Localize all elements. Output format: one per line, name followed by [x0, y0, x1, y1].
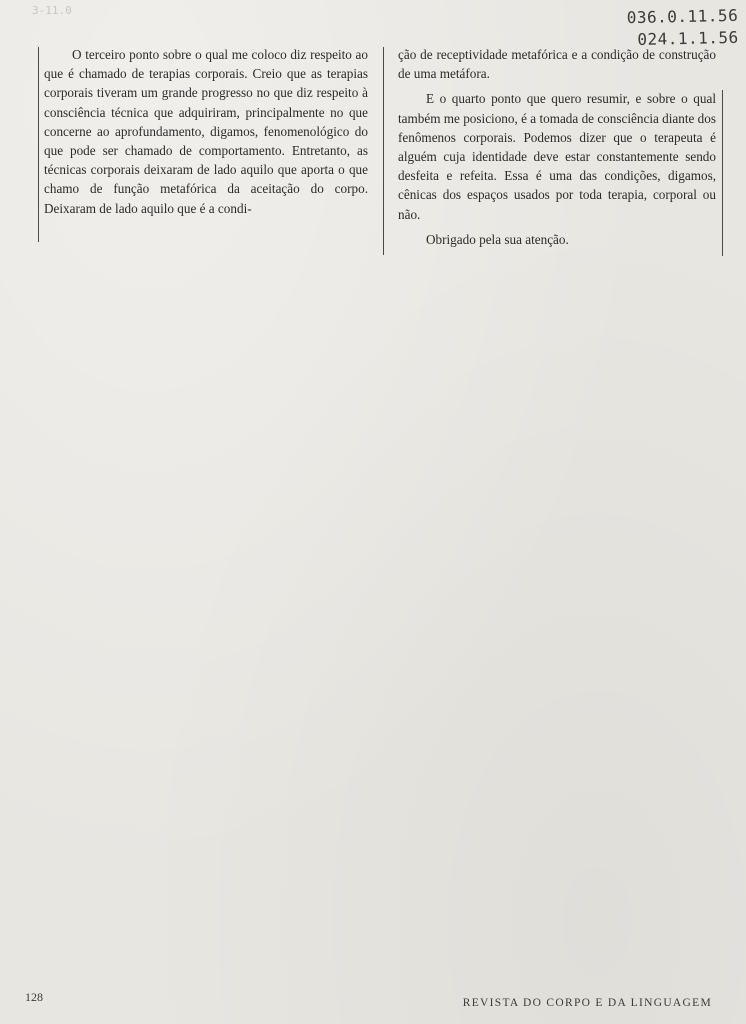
- right-text-column: [398, 45, 716, 249]
- handwritten-line-1: 036.0.11.56: [626, 5, 738, 28]
- closing-thanks: Obrigado pela sua atenção.: [426, 231, 569, 247]
- paragraph-continuation: ção de receptividade metafórica e a condição de construção de uma metáfora.: [398, 47, 716, 82]
- page-number: 128: [25, 990, 43, 1004]
- handwritten-line-2: 024.1.1.56: [636, 27, 739, 49]
- faint-stamp-mark: 3-11.0: [32, 4, 72, 17]
- paragraph-third-point: O terceiro ponto sobre o qual me coloco diz respeito ao que é chamado de terapias corporais. Creio que as terapias corporais tiveram um grande progresso no que diz respeito à consciência técnica que adquiriram, principalmente no que concerne ao aprofundamento, digamos, fenomenológico do que pode ser chamado de comportamento. Entretanto, as técnicas corporais deixaram de lado aquilo que aporta o que chamo de função metafórica da aceitação do corpo. Deixaram de lado aquilo que é a condi-: [44, 47, 368, 216]
- column-divider: [383, 47, 384, 255]
- margin-mark-left: [38, 47, 39, 242]
- margin-mark-right: [722, 90, 723, 256]
- journal-title: REVISTA DO CORPO E DA LINGUAGEM: [462, 997, 712, 1009]
- left-text-column: [44, 45, 368, 218]
- paragraph-fourth-point: E o quarto ponto que quero resumir, e sobre o qual também me posiciono, é a tomada de consciência diante dos fenômenos corporais. Podemos dizer que o terapeuta é alguém cuja identidade deve estar constantemente sendo desfeita e refeita. Essa é uma das condições, digamos, cênicas dos espaços usados por toda terapia, corporal ou não.: [398, 91, 716, 222]
